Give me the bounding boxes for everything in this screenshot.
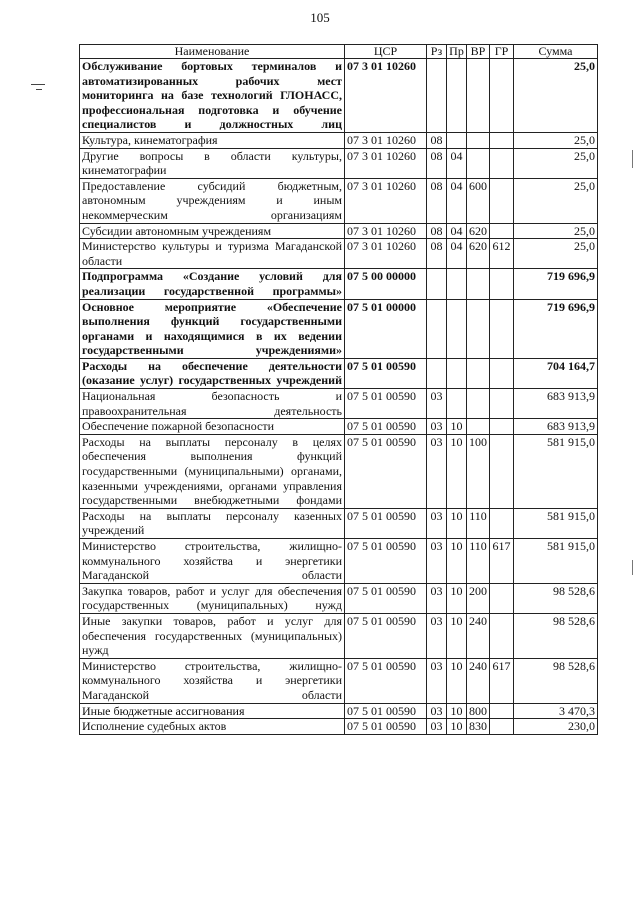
margin-mark bbox=[31, 84, 45, 85]
cell-rz: 03 bbox=[427, 508, 447, 538]
table-row bbox=[80, 223, 598, 239]
cell-sum: 3 470,3 bbox=[514, 703, 598, 719]
cell-gr bbox=[490, 299, 514, 358]
cell-rz: 03 bbox=[427, 583, 447, 613]
cell-pr: 10 bbox=[447, 434, 467, 508]
cell-gr bbox=[490, 419, 514, 435]
cell-pr: 10 bbox=[447, 658, 467, 703]
table-row bbox=[80, 583, 598, 613]
table-row bbox=[80, 508, 598, 538]
cell-rz: 08 bbox=[427, 239, 447, 269]
cell-pr bbox=[447, 358, 467, 388]
table-row bbox=[80, 148, 598, 178]
header-name: Наименование bbox=[80, 45, 345, 59]
cell-name: Министерство строительства, жилищно-коммунального хозяйства и энергетики Магаданской области bbox=[80, 658, 345, 703]
table-row bbox=[80, 239, 598, 269]
cell-name: Обеспечение пожарной безопасности bbox=[80, 419, 345, 435]
cell-rz bbox=[427, 269, 447, 299]
table-row bbox=[80, 703, 598, 719]
cell-sum: 25,0 bbox=[514, 239, 598, 269]
cell-vr bbox=[467, 148, 490, 178]
cell-vr bbox=[467, 299, 490, 358]
cell-pr bbox=[447, 389, 467, 419]
cell-vr: 200 bbox=[467, 583, 490, 613]
cell-sum: 719 696,9 bbox=[514, 299, 598, 358]
cell-vr: 110 bbox=[467, 539, 490, 584]
cell-pr: 10 bbox=[447, 419, 467, 435]
cell-name: Предоставление субсидий бюджетным, автономным учреждениям и иным некоммерческим организациям bbox=[80, 178, 345, 223]
cell-gr bbox=[490, 583, 514, 613]
cell-csr: 07 5 01 00590 bbox=[345, 583, 427, 613]
header-gr: ГР bbox=[490, 45, 514, 59]
cell-name: Субсидии автономным учреждениям bbox=[80, 223, 345, 239]
cell-gr bbox=[490, 223, 514, 239]
cell-vr bbox=[467, 132, 490, 148]
cell-gr bbox=[490, 508, 514, 538]
cell-rz: 03 bbox=[427, 389, 447, 419]
cell-name: Другие вопросы в области культуры, кинематографии bbox=[80, 148, 345, 178]
header-pr: Пр bbox=[447, 45, 467, 59]
cell-rz: 03 bbox=[427, 703, 447, 719]
table-row bbox=[80, 434, 598, 508]
cell-name: Министерство культуры и туризма Магаданской области bbox=[80, 239, 345, 269]
cell-csr: 07 3 01 10260 bbox=[345, 59, 427, 133]
cell-sum: 25,0 bbox=[514, 178, 598, 223]
cell-csr: 07 5 01 00000 bbox=[345, 299, 427, 358]
cell-name: Расходы на выплаты персоналу в целях обеспечения выполнения функций государственными (муниципальными) органами, казенными учреждениями, органами управления государственными внебюджетными фондами bbox=[80, 434, 345, 508]
cell-csr: 07 5 01 00590 bbox=[345, 358, 427, 388]
header-sum: Сумма bbox=[514, 45, 598, 59]
cell-rz: 03 bbox=[427, 434, 447, 508]
cell-sum: 25,0 bbox=[514, 223, 598, 239]
cell-rz bbox=[427, 299, 447, 358]
cell-csr: 07 3 01 10260 bbox=[345, 132, 427, 148]
cell-rz: 08 bbox=[427, 178, 447, 223]
cell-sum: 719 696,9 bbox=[514, 269, 598, 299]
cell-vr bbox=[467, 269, 490, 299]
cell-gr bbox=[490, 59, 514, 133]
cell-pr bbox=[447, 269, 467, 299]
cell-sum: 98 528,6 bbox=[514, 658, 598, 703]
table-row bbox=[80, 132, 598, 148]
cell-sum: 98 528,6 bbox=[514, 583, 598, 613]
cell-csr: 07 5 00 00000 bbox=[345, 269, 427, 299]
cell-rz: 03 bbox=[427, 658, 447, 703]
cell-name: Культура, кинематография bbox=[80, 132, 345, 148]
cell-csr: 07 5 01 00590 bbox=[345, 539, 427, 584]
margin-mark bbox=[632, 560, 633, 575]
cell-sum: 25,0 bbox=[514, 59, 598, 133]
table-row bbox=[80, 299, 598, 358]
cell-name: Иные бюджетные ассигнования bbox=[80, 703, 345, 719]
cell-sum: 98 528,6 bbox=[514, 613, 598, 658]
margin-mark bbox=[632, 150, 633, 168]
cell-rz bbox=[427, 59, 447, 133]
cell-gr bbox=[490, 613, 514, 658]
cell-vr bbox=[467, 358, 490, 388]
cell-pr: 10 bbox=[447, 703, 467, 719]
cell-csr: 07 5 01 00590 bbox=[345, 434, 427, 508]
table-row bbox=[80, 658, 598, 703]
table-row bbox=[80, 59, 598, 133]
cell-csr: 07 5 01 00590 bbox=[345, 658, 427, 703]
cell-pr: 10 bbox=[447, 508, 467, 538]
cell-rz: 03 bbox=[427, 539, 447, 584]
cell-sum: 581 915,0 bbox=[514, 508, 598, 538]
cell-gr bbox=[490, 178, 514, 223]
cell-vr: 620 bbox=[467, 239, 490, 269]
cell-name: Расходы на выплаты персоналу казенных учреждений bbox=[80, 508, 345, 538]
cell-sum: 683 913,9 bbox=[514, 419, 598, 435]
budget-table bbox=[79, 44, 598, 735]
cell-gr bbox=[490, 434, 514, 508]
cell-pr bbox=[447, 299, 467, 358]
cell-vr: 240 bbox=[467, 613, 490, 658]
cell-csr: 07 5 01 00590 bbox=[345, 419, 427, 435]
table-row bbox=[80, 269, 598, 299]
page-number: 105 bbox=[310, 10, 330, 25]
cell-pr: 10 bbox=[447, 719, 467, 735]
cell-name: Национальная безопасность и правоохранительная деятельность bbox=[80, 389, 345, 419]
cell-name: Исполнение судебных актов bbox=[80, 719, 345, 735]
cell-csr: 07 3 01 10260 bbox=[345, 178, 427, 223]
cell-vr bbox=[467, 59, 490, 133]
margin-mark bbox=[36, 89, 42, 90]
cell-sum: 704 164,7 bbox=[514, 358, 598, 388]
cell-rz: 03 bbox=[427, 419, 447, 435]
cell-sum: 683 913,9 bbox=[514, 389, 598, 419]
cell-name: Обслуживание бортовых терминалов и автоматизированных рабочих мест мониторинга на базе технологий ГЛОНАСС, профессиональная подготовка и обучение специалистов и должностных лиц bbox=[80, 59, 345, 133]
cell-vr bbox=[467, 389, 490, 419]
cell-name: Иные закупки товаров, работ и услуг для обеспечения государственных (муниципальных) нужд bbox=[80, 613, 345, 658]
cell-csr: 07 3 01 10260 bbox=[345, 148, 427, 178]
table-row bbox=[80, 358, 598, 388]
cell-pr: 04 bbox=[447, 148, 467, 178]
table-row bbox=[80, 419, 598, 435]
cell-sum: 581 915,0 bbox=[514, 539, 598, 584]
cell-csr: 07 5 01 00590 bbox=[345, 508, 427, 538]
cell-sum: 25,0 bbox=[514, 132, 598, 148]
cell-sum: 581 915,0 bbox=[514, 434, 598, 508]
table-header-row bbox=[80, 45, 598, 59]
cell-csr: 07 5 01 00590 bbox=[345, 389, 427, 419]
cell-pr: 04 bbox=[447, 178, 467, 223]
cell-name: Подпрограмма «Создание условий для реализации государственной программы» bbox=[80, 269, 345, 299]
cell-gr: 617 bbox=[490, 539, 514, 584]
cell-gr bbox=[490, 269, 514, 299]
cell-sum: 25,0 bbox=[514, 148, 598, 178]
cell-csr: 07 5 01 00590 bbox=[345, 703, 427, 719]
table-row bbox=[80, 613, 598, 658]
table-row bbox=[80, 719, 598, 735]
cell-gr: 617 bbox=[490, 658, 514, 703]
cell-gr: 612 bbox=[490, 239, 514, 269]
cell-sum: 230,0 bbox=[514, 719, 598, 735]
cell-pr bbox=[447, 59, 467, 133]
table-row bbox=[80, 389, 598, 419]
cell-gr bbox=[490, 148, 514, 178]
cell-vr: 800 bbox=[467, 703, 490, 719]
cell-rz: 08 bbox=[427, 223, 447, 239]
cell-rz bbox=[427, 358, 447, 388]
cell-name: Расходы на обеспечение деятельности (оказание услуг) государственных учреждений bbox=[80, 358, 345, 388]
cell-csr: 07 3 01 10260 bbox=[345, 239, 427, 269]
cell-csr: 07 5 01 00590 bbox=[345, 613, 427, 658]
cell-gr bbox=[490, 389, 514, 419]
cell-vr: 600 bbox=[467, 178, 490, 223]
cell-vr: 110 bbox=[467, 508, 490, 538]
cell-gr bbox=[490, 358, 514, 388]
cell-gr bbox=[490, 132, 514, 148]
table-row bbox=[80, 178, 598, 223]
cell-pr: 10 bbox=[447, 583, 467, 613]
cell-pr: 10 bbox=[447, 613, 467, 658]
cell-csr: 07 5 01 00590 bbox=[345, 719, 427, 735]
header-rz: Рз bbox=[427, 45, 447, 59]
cell-name: Закупка товаров, работ и услуг для обеспечения государственных (муниципальных) нужд bbox=[80, 583, 345, 613]
cell-pr: 04 bbox=[447, 239, 467, 269]
cell-rz: 03 bbox=[427, 719, 447, 735]
cell-pr: 04 bbox=[447, 223, 467, 239]
header-vr: ВР bbox=[467, 45, 490, 59]
cell-pr bbox=[447, 132, 467, 148]
cell-vr: 100 bbox=[467, 434, 490, 508]
table-row bbox=[80, 539, 598, 584]
cell-vr: 620 bbox=[467, 223, 490, 239]
cell-pr: 10 bbox=[447, 539, 467, 584]
cell-gr bbox=[490, 719, 514, 735]
cell-rz: 08 bbox=[427, 148, 447, 178]
cell-rz: 03 bbox=[427, 613, 447, 658]
cell-name: Основное мероприятие «Обеспечение выполнения функций государственными органами и находящимися в их ведении государственными учреждениями» bbox=[80, 299, 345, 358]
cell-name: Министерство строительства, жилищно-коммунального хозяйства и энергетики Магаданской области bbox=[80, 539, 345, 584]
header-csr: ЦСР bbox=[345, 45, 427, 59]
cell-csr: 07 3 01 10260 bbox=[345, 223, 427, 239]
cell-vr: 830 bbox=[467, 719, 490, 735]
cell-rz: 08 bbox=[427, 132, 447, 148]
cell-gr bbox=[490, 703, 514, 719]
cell-vr bbox=[467, 419, 490, 435]
cell-vr: 240 bbox=[467, 658, 490, 703]
